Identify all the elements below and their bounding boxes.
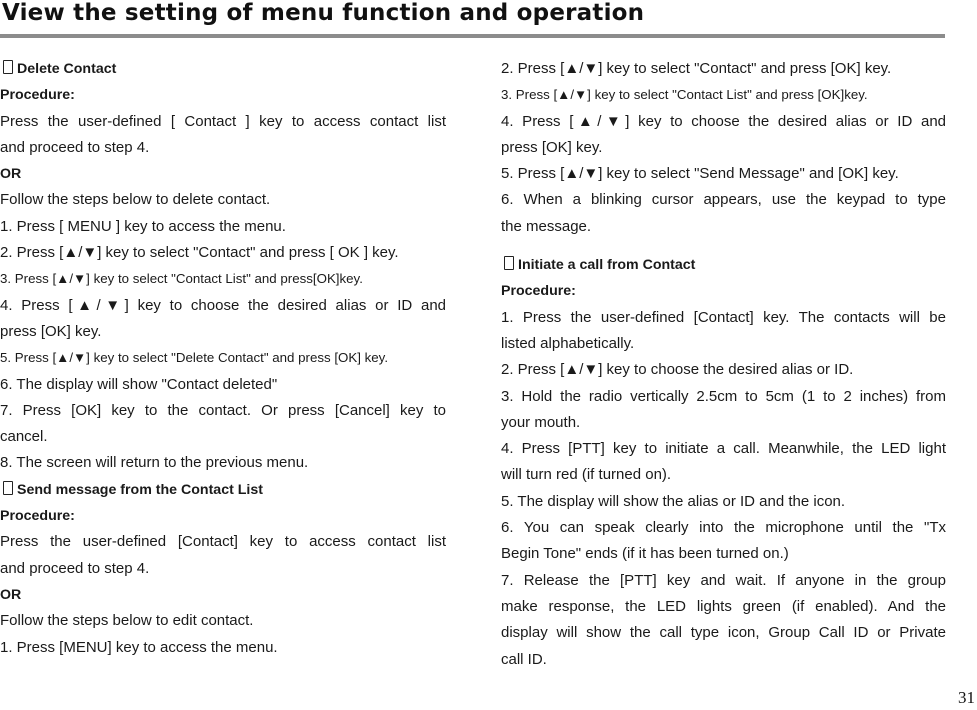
step-line: 2. Press [▲/▼] key to select "Contact" and press [ OK ] key. <box>0 244 399 262</box>
text-line: Follow the steps below to delete contact. <box>0 191 271 209</box>
step-line: 3. Hold the radio vertically 2.5cm to 5cm (1 to 2 inches) from <box>501 387 946 405</box>
step-line: 6. You can speak clearly into the microphone until the "Tx <box>501 519 946 537</box>
checkbox-square-icon <box>3 481 13 495</box>
spacer <box>501 240 946 252</box>
step-line: press [OK] key. <box>501 138 603 156</box>
section-heading-initiate-call <box>501 252 946 278</box>
text-line: Follow the steps below to edit contact. <box>0 612 254 630</box>
step-line: 8. The screen will return to the previous menu. <box>0 454 309 472</box>
step-line: make response, the LED lights green (if enabled). And the <box>501 597 946 615</box>
step-line: 6. When a blinking cursor appears, use the keypad to type <box>501 191 946 209</box>
text-line: and proceed to step 4. <box>0 559 150 577</box>
text-line: Press the user-defined [Contact] key to access contact list <box>0 533 446 551</box>
step-line: 5. The display will show the alias or ID and the icon. <box>501 492 846 510</box>
page-number: 31 <box>958 688 975 707</box>
step-line: 5. Press [▲/▼] key to select "Delete Contact" and press [OK] key. <box>0 350 389 366</box>
right-column <box>501 56 946 673</box>
step-line: Begin Tone" ends (if it has been turned on.) <box>501 545 789 563</box>
step-line: cancel. <box>0 428 48 446</box>
step-line: 5. Press [▲/▼] key to select "Send Message" and [OK] key. <box>501 165 899 183</box>
section-title-text: Delete Contact <box>17 61 117 77</box>
or-label: OR <box>0 586 22 603</box>
step-line: the message. <box>501 217 592 235</box>
step-line: 7. Press [OK] key to the contact. Or press [Cancel] key to <box>0 401 446 419</box>
step-line: your mouth. <box>501 413 581 431</box>
step-line: 4. Press [PTT] key to initiate a call. Meanwhile, the LED light <box>501 440 946 458</box>
step-line: listed alphabetically. <box>501 334 635 352</box>
step-line: 2. Press [▲/▼] key to select "Contact" and press [OK] key. <box>501 60 892 77</box>
step-line: will turn red (if turned on). <box>501 466 672 484</box>
step-line: press [OK] key. <box>0 322 102 340</box>
step-line: display will show the call type icon, Group Call ID or Private <box>501 624 946 642</box>
or-label: OR <box>0 166 22 183</box>
step-line: 6. The display will show "Contact deleted" <box>0 375 278 393</box>
page-title: View the setting of menu function and operation <box>2 0 645 26</box>
procedure-label: Procedure: <box>501 283 576 300</box>
step-line: 1. Press the user-defined [Contact] key. The contacts will be <box>501 308 946 326</box>
left-column <box>0 56 446 661</box>
procedure-label: Procedure: <box>0 87 75 104</box>
step-line: 4. Press [▲/▼] key to choose the desired alias or ID and <box>0 296 446 314</box>
step-line: call ID. <box>501 650 547 668</box>
section-title-text: Send message from the Contact List <box>17 481 263 498</box>
title-divider <box>0 34 945 38</box>
step-line: 4. Press [▲/▼] key to choose the desired alias or ID and <box>501 112 946 130</box>
checkbox-square-icon <box>504 256 514 270</box>
step-line: 3. Press [▲/▼] key to select "Contact List" and press [OK]key. <box>501 87 868 103</box>
procedure-label: Procedure: <box>0 508 75 525</box>
checkbox-square-icon <box>3 60 13 74</box>
step-line: 1. Press [MENU] key to access the menu. <box>0 638 278 656</box>
step-line: 7. Release the [PTT] key and wait. If anyone in the group <box>501 571 946 589</box>
step-line: 2. Press [▲/▼] key to choose the desired alias or ID. <box>501 361 854 379</box>
section-heading-send-message <box>0 477 446 503</box>
section-heading-delete-contact <box>0 56 446 82</box>
step-line: 1. Press [ MENU ] key to access the menu. <box>0 217 286 235</box>
text-line: Press the user-defined [ Contact ] key to access contact list <box>0 112 446 130</box>
step-line: 3. Press [▲/▼] key to select "Contact List" and press[OK]key. <box>0 271 363 287</box>
section-title-text: Initiate a call from Contact <box>518 257 696 274</box>
text-line: and proceed to step 4. <box>0 138 150 156</box>
